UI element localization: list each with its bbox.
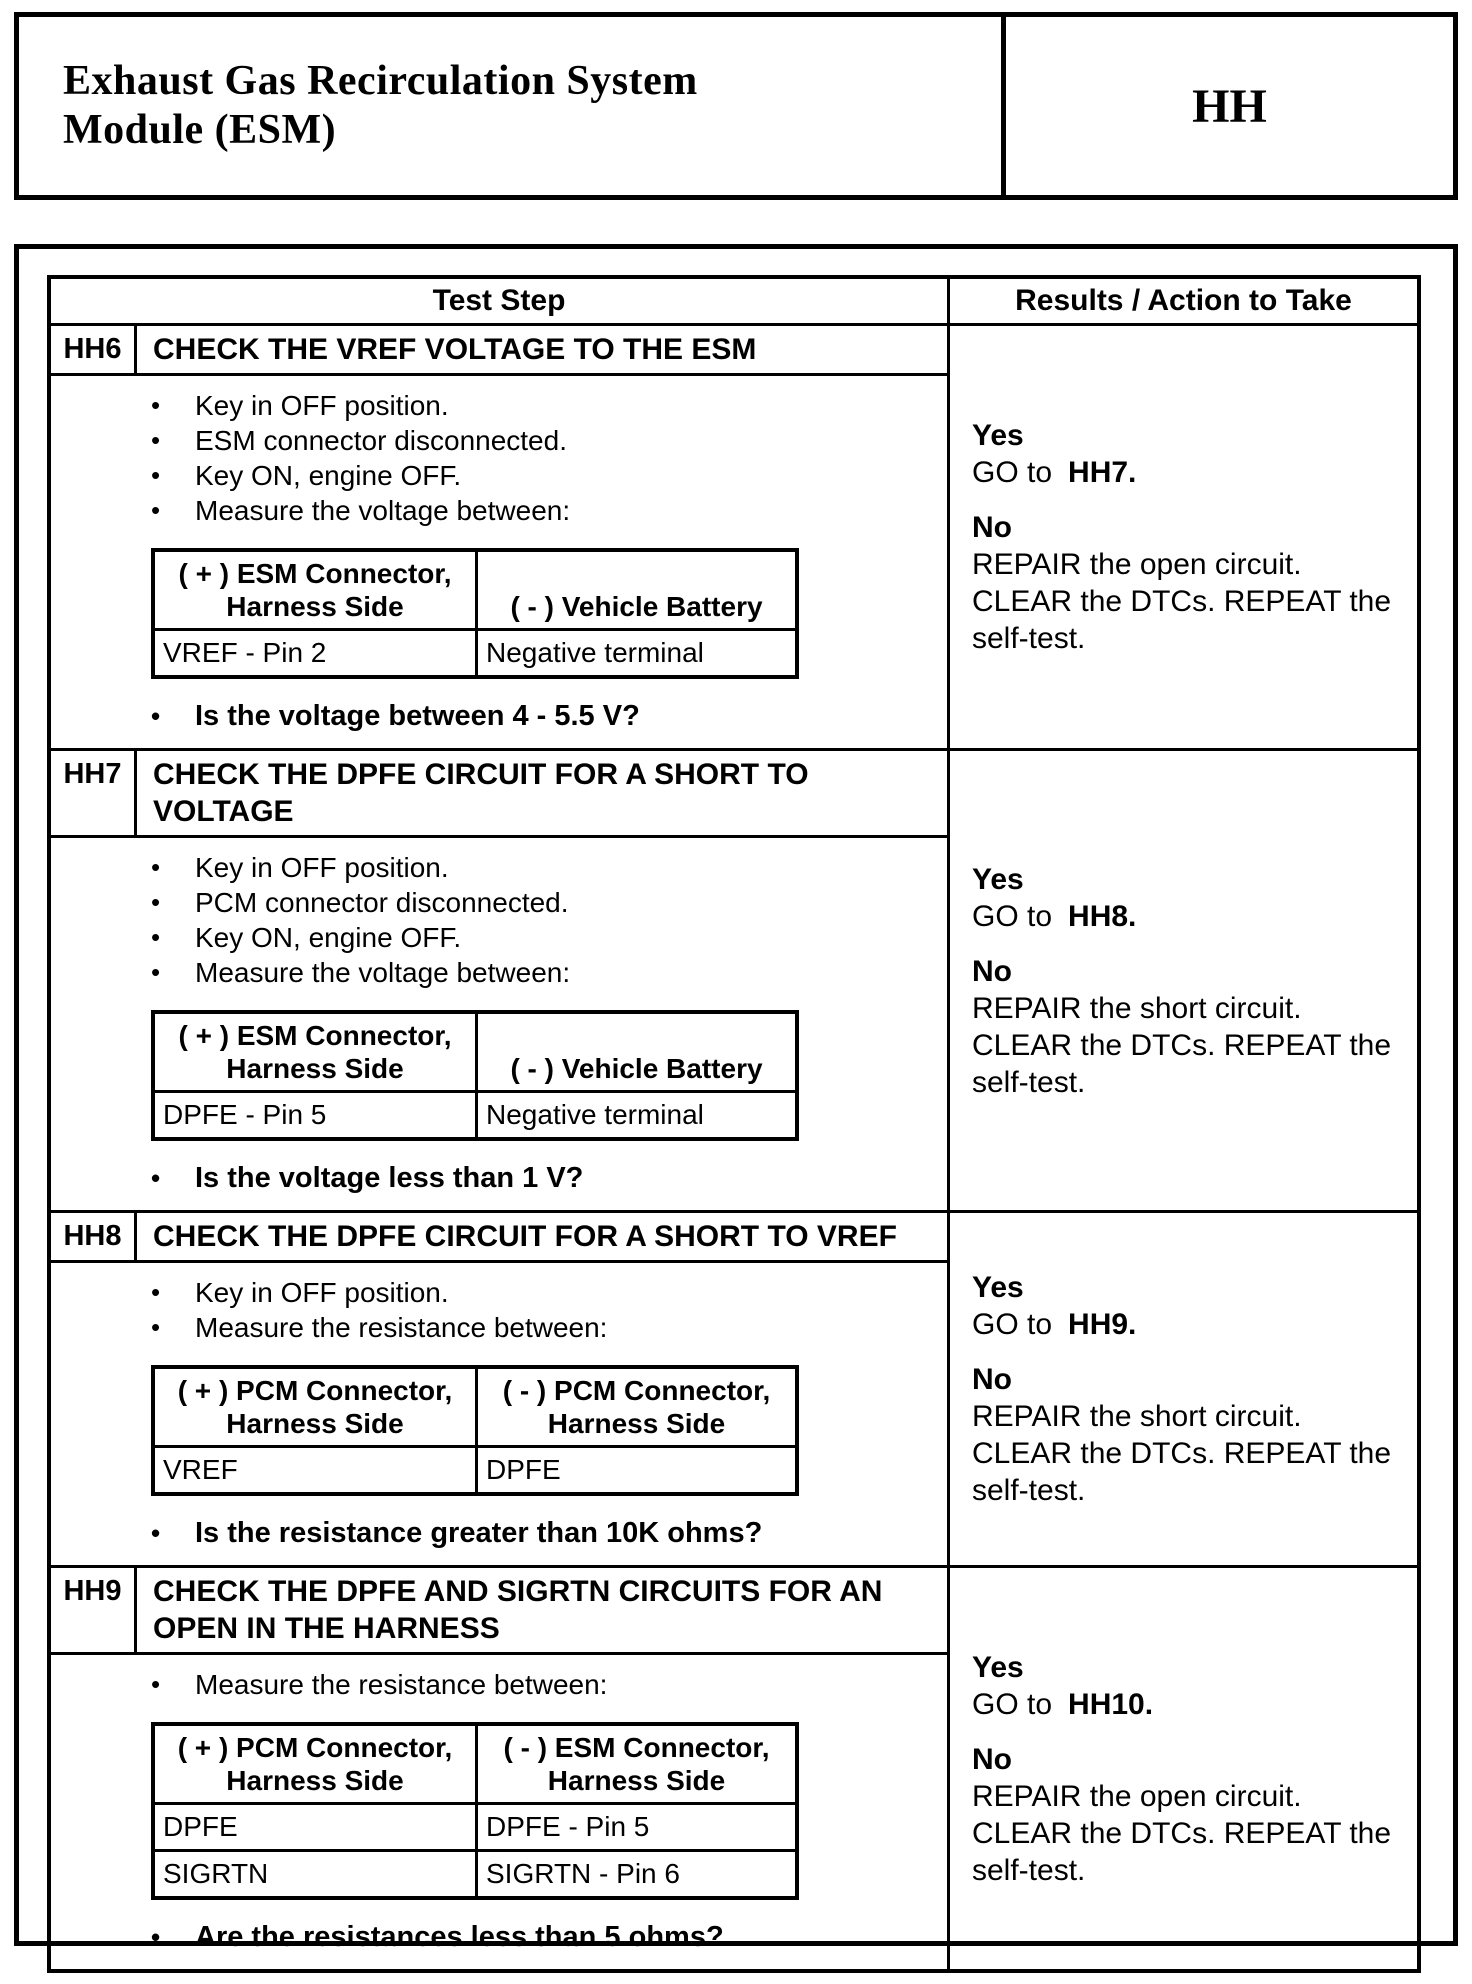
measurement-cell: DPFE - Pin 5	[163, 1099, 327, 1130]
measurement-header-negative	[475, 552, 795, 628]
step-instructions	[151, 1275, 933, 1345]
measurement-header-line: Harness Side	[226, 1408, 404, 1439]
measurement-table-header	[155, 1369, 795, 1448]
bullet-icon: •	[151, 887, 161, 917]
bullet-icon: •	[151, 852, 161, 882]
question-text: Are the resistances less than 5 ohms?	[195, 1921, 724, 1953]
measurement-header-negative	[475, 1369, 795, 1445]
no-label: No	[972, 511, 1012, 544]
measurement-cell: DPFE	[163, 1811, 238, 1842]
results-cell	[947, 326, 1417, 748]
measurement-table-header	[155, 1014, 795, 1093]
measurement-header-negative	[475, 1014, 795, 1090]
bullet-item	[151, 388, 933, 423]
results-column-header: Results / Action to Take	[947, 279, 1417, 323]
measurement-cell: SIGRTN - Pin 6	[475, 1852, 795, 1896]
yes-label: Yes	[972, 1650, 1024, 1684]
bullet-item	[151, 458, 933, 493]
goto-prefix: GO to	[972, 456, 1053, 489]
document-title-line1: Exhaust Gas Recirculation System	[63, 58, 698, 104]
measurement-table	[151, 1365, 799, 1496]
bullet-item	[151, 1275, 933, 1310]
step-title: CHECK THE DPFE CIRCUIT FOR A SHORT TO VOLTAGE	[153, 758, 809, 828]
goto-target: HH7.	[1068, 456, 1137, 489]
bullet-text: Measure the voltage between:	[195, 495, 571, 526]
bullet-text: Measure the voltage between:	[195, 957, 571, 988]
yes-action	[972, 1686, 1401, 1723]
measurement-cell: VREF - Pin 2	[163, 637, 327, 668]
document-header	[14, 12, 1458, 200]
question-text: Is the voltage less than 1 V?	[195, 1162, 584, 1194]
step-id: HH6	[51, 326, 137, 373]
no-label: No	[972, 954, 1012, 988]
bullet-icon: •	[151, 425, 161, 455]
step-body	[51, 1655, 947, 1969]
step-question	[151, 699, 933, 734]
step-title: CHECK THE DPFE AND SIGRTN CIRCUITS FOR AN OPEN IN THE HARNESS	[153, 1575, 883, 1645]
bullet-text: PCM connector disconnected.	[195, 887, 569, 918]
measurement-cell: Negative terminal	[475, 1093, 795, 1137]
results-cell	[947, 1213, 1417, 1565]
step-id: HH9	[51, 1568, 137, 1652]
bullet-icon: •	[151, 390, 161, 420]
goto-target: HH9.	[1068, 1308, 1137, 1341]
step-header-band	[51, 326, 947, 376]
yes-label: Yes	[972, 1271, 1024, 1304]
measurement-table	[151, 1722, 799, 1900]
measurement-table-rows	[155, 1448, 795, 1492]
step-question	[151, 1920, 933, 1955]
no-label: No	[972, 1363, 1012, 1396]
step-body	[51, 1263, 947, 1565]
measurement-header-positive	[155, 552, 475, 628]
bullet-item	[151, 885, 933, 920]
bullet-icon: •	[151, 957, 161, 987]
step-body	[51, 376, 947, 748]
step-id: HH7	[51, 751, 137, 835]
measurement-row	[155, 1448, 795, 1492]
measurement-header-line: ( + ) ESM Connector,	[178, 558, 452, 589]
measurement-row	[155, 1093, 795, 1137]
results-spacer	[972, 1343, 1401, 1361]
bullet-item	[151, 1310, 933, 1345]
measurement-header-negative	[475, 1726, 795, 1802]
bullet-item	[151, 850, 933, 885]
measurement-table-rows	[155, 1093, 795, 1137]
results-cell	[947, 751, 1417, 1210]
measurement-header-line: Harness Side	[226, 1765, 404, 1796]
step-question	[151, 1161, 933, 1196]
measurement-table-header	[155, 1726, 795, 1805]
measurement-cell: SIGRTN	[163, 1858, 269, 1889]
bullet-item	[151, 920, 933, 955]
measurement-header-line: ( - ) Vehicle Battery	[510, 591, 763, 622]
test-step-cell	[51, 751, 947, 1210]
measurement-header-line: ( - ) ESM Connector,	[503, 1732, 770, 1763]
measurement-header-positive	[155, 1726, 475, 1802]
no-action: REPAIR the short circuit. CLEAR the DTCs. REPEAT the self-test.	[972, 991, 1392, 1099]
measurement-header-line: ( - ) PCM Connector,	[502, 1375, 771, 1406]
bullet-icon: •	[151, 1669, 161, 1699]
table-header-row	[51, 279, 1417, 326]
bullet-icon: •	[151, 1312, 161, 1342]
measurement-header-line: Harness Side	[226, 1053, 404, 1084]
measurement-header-line: Harness Side	[547, 1765, 726, 1796]
measurement-header-line: ( + ) PCM Connector,	[177, 1732, 453, 1763]
bullet-icon: •	[151, 1518, 161, 1548]
measurement-cell: DPFE	[475, 1448, 795, 1492]
measurement-row	[155, 1849, 795, 1896]
yes-action	[972, 1306, 1401, 1343]
goto-prefix: GO to	[972, 899, 1053, 933]
question-text: Is the voltage between 4 - 5.5 V?	[195, 700, 640, 732]
step-header-band	[51, 1568, 947, 1655]
yes-action	[972, 454, 1401, 491]
measurement-header-line: ( + ) PCM Connector,	[177, 1375, 453, 1406]
step-header-band	[51, 751, 947, 838]
step-instructions	[151, 850, 933, 990]
results-spacer	[972, 491, 1401, 509]
step-body	[51, 838, 947, 1210]
bullet-text: Key in OFF position.	[195, 852, 449, 883]
bullet-item	[151, 423, 933, 458]
measurement-table-header	[155, 552, 795, 631]
goto-target: HH8.	[1068, 899, 1137, 933]
test-step-row	[51, 751, 1417, 1213]
results-spacer	[972, 935, 1401, 953]
no-label: No	[972, 1742, 1012, 1776]
yes-label: Yes	[972, 419, 1024, 452]
measurement-header-positive	[155, 1014, 475, 1090]
document-title	[19, 17, 1001, 195]
test-step-column-header: Test Step	[432, 284, 566, 317]
bullet-text: Key in OFF position.	[195, 1277, 449, 1308]
bullet-text: Measure the resistance between:	[195, 1669, 608, 1700]
bullet-text: ESM connector disconnected.	[195, 425, 567, 456]
step-question	[151, 1516, 933, 1551]
measurement-table	[151, 548, 799, 679]
step-instructions	[151, 1667, 933, 1702]
bullet-icon: •	[151, 1922, 161, 1952]
bullet-icon: •	[151, 701, 161, 731]
test-step-row	[51, 326, 1417, 751]
measurement-row	[155, 1805, 795, 1849]
measurement-table-rows	[155, 1805, 795, 1896]
measurement-cell: VREF	[163, 1454, 238, 1485]
goto-prefix: GO to	[972, 1687, 1053, 1721]
test-step-cell	[51, 1568, 947, 1969]
no-action: REPAIR the open circuit. CLEAR the DTCs. REPEAT the self-test.	[972, 1779, 1392, 1887]
step-id: HH8	[51, 1213, 137, 1260]
measurement-header-line: Harness Side	[226, 591, 404, 622]
measurement-header-positive	[155, 1369, 475, 1445]
bullet-item	[151, 493, 933, 528]
bullet-item	[151, 1667, 933, 1702]
measurement-row	[155, 631, 795, 675]
bullet-item	[151, 955, 933, 990]
bullet-icon: •	[151, 922, 161, 952]
bullet-text: Key in OFF position.	[195, 390, 449, 421]
step-title: CHECK THE DPFE CIRCUIT FOR A SHORT TO VREF	[153, 1220, 897, 1253]
measurement-header-line: ( - ) Vehicle Battery	[510, 1053, 763, 1084]
document-title-line2: Module (ESM)	[63, 107, 337, 153]
bullet-icon: •	[151, 495, 161, 525]
measurement-cell: DPFE - Pin 5	[475, 1805, 795, 1849]
test-step-cell	[51, 326, 947, 748]
step-instructions	[151, 388, 933, 528]
measurement-table-rows	[155, 631, 795, 675]
pinpoint-test-table	[47, 275, 1421, 1973]
measurement-header-line: ( + ) ESM Connector,	[178, 1020, 452, 1051]
test-step-cell	[51, 1213, 947, 1565]
goto-prefix: GO to	[972, 1308, 1053, 1341]
test-step-row	[51, 1213, 1417, 1568]
yes-label: Yes	[972, 862, 1024, 896]
goto-target: HH10.	[1068, 1687, 1154, 1721]
bullet-text: Key ON, engine OFF.	[195, 922, 462, 953]
bullet-text: Key ON, engine OFF.	[195, 460, 462, 491]
measurement-table	[151, 1010, 799, 1141]
bullet-text: Measure the resistance between:	[195, 1312, 608, 1343]
measurement-cell: Negative terminal	[475, 631, 795, 675]
bullet-icon: •	[151, 460, 161, 490]
no-action: REPAIR the short circuit. CLEAR the DTCs. REPEAT the self-test.	[972, 1400, 1392, 1507]
section-code: HH	[1001, 17, 1453, 195]
bullet-icon: •	[151, 1163, 161, 1193]
test-step-row	[51, 1568, 1417, 1969]
no-action: REPAIR the open circuit. CLEAR the DTCs. REPEAT the self-test.	[972, 548, 1392, 655]
measurement-header-line: Harness Side	[547, 1408, 726, 1439]
results-spacer	[972, 1723, 1401, 1741]
step-title: CHECK THE VREF VOLTAGE TO THE ESM	[153, 333, 757, 366]
results-cell	[947, 1568, 1417, 1969]
bullet-icon: •	[151, 1277, 161, 1307]
content-box	[14, 244, 1458, 1953]
yes-action	[972, 898, 1401, 935]
question-text: Is the resistance greater than 10K ohms?	[195, 1517, 763, 1549]
step-header-band	[51, 1213, 947, 1263]
